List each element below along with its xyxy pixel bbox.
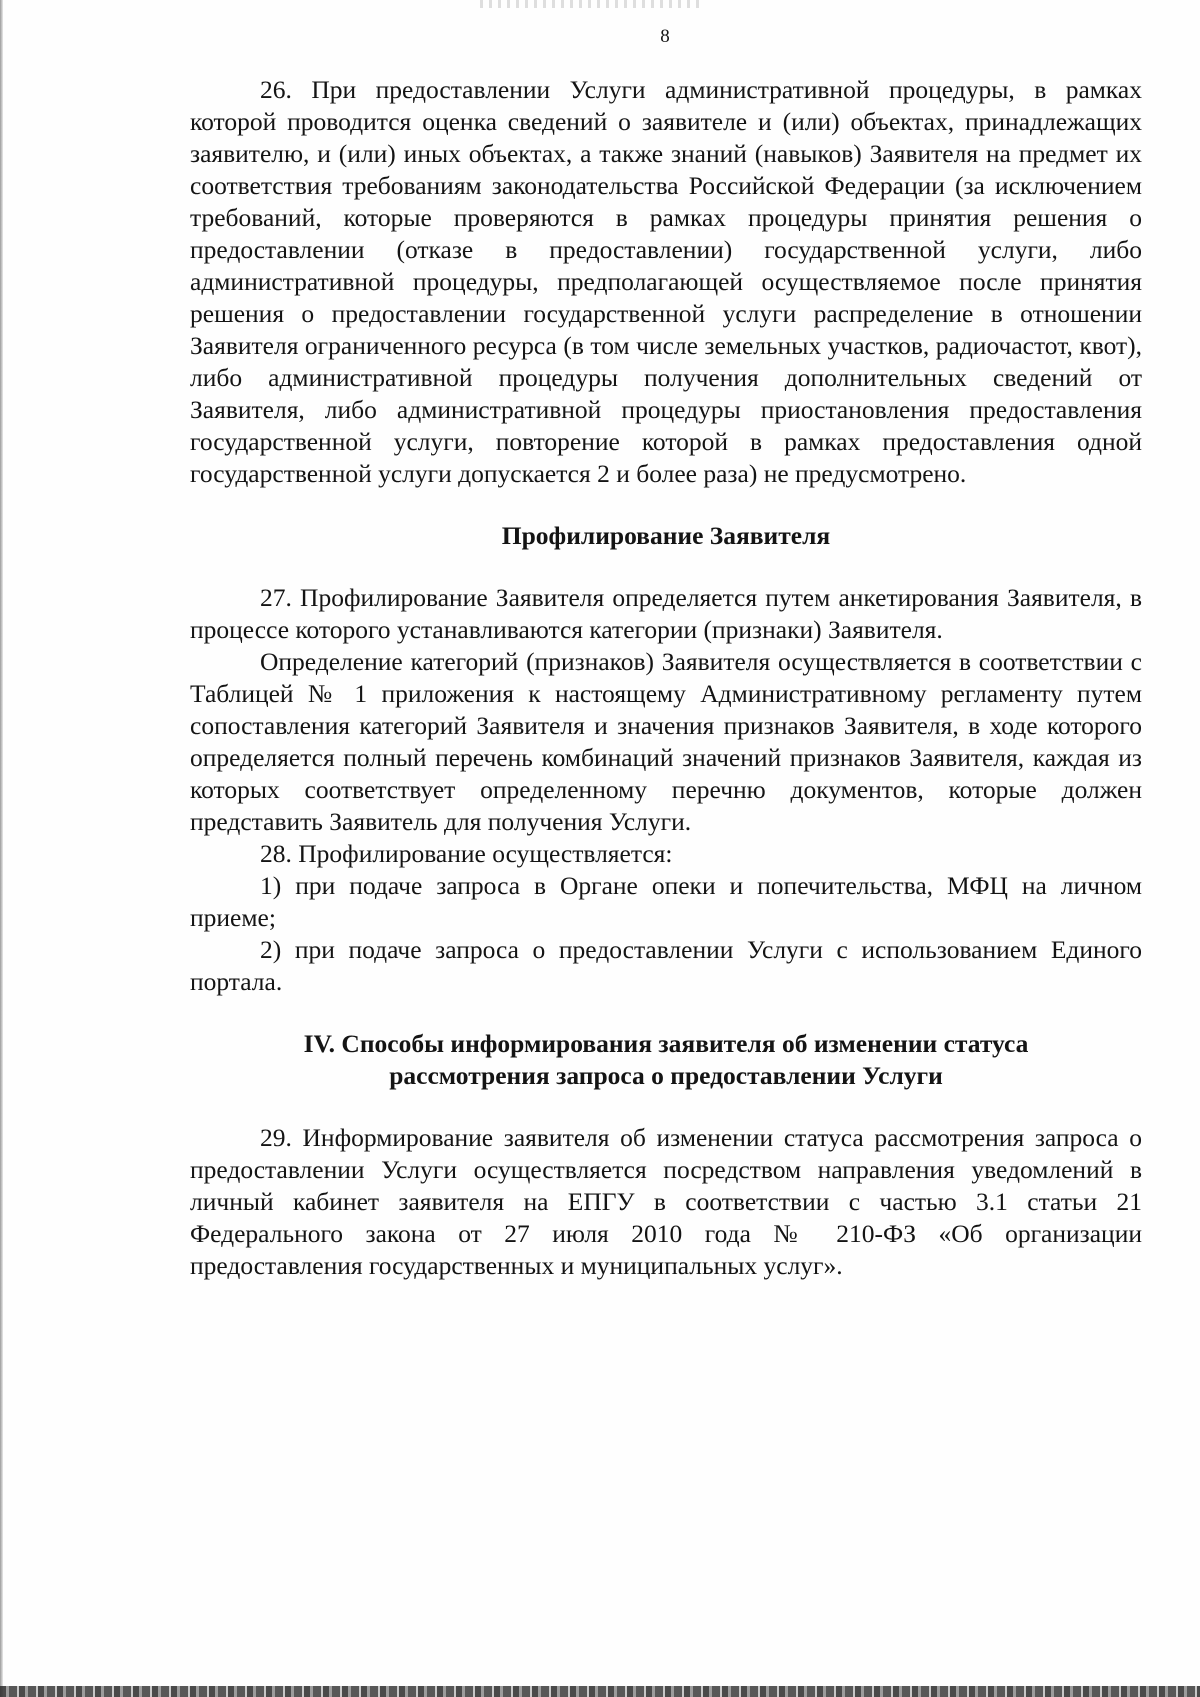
paragraph-27: 27. Профилирование Заявителя определяется путем анкетирования Заявителя, в процессе которого устанавливаются категории (признаки) Заявителя.	[190, 583, 1142, 644]
document-body	[190, 74, 1142, 1282]
heading-section-iv	[190, 1028, 1142, 1092]
heading-section-iv-line2: рассмотрения запроса о предоставлении Услуги	[389, 1061, 943, 1090]
scan-edge-left	[0, 0, 3, 1697]
paragraph-27-categories: Определение категорий (признаков) Заявителя осуществляется в соответствии с Таблицей № 1 приложения к настоящему Административному регламенту путем сопоставления категорий Заявителя и значения признаков Заявителя, в ходе которого определяется полный перечень комбинаций значений признаков Заявителя, каждая из которых соответствует определенному перечню документов, которые должен представить Заявитель для получения Услуги.	[190, 647, 1142, 836]
list-item-28-1: 1) при подаче запроса в Органе опеки и попечительства, МФЦ на личном приеме;	[190, 871, 1142, 932]
scan-artifact-top	[480, 0, 700, 8]
paragraph-26: 26. При предоставлении Услуги административной процедуры, в рамках которой проводится оценка сведений о заявителе и (или) объектах, принадлежащих заявителю, и (или) иных объектах, а также знаний (навыков) Заявителя на предмет их соответствия требованиям законодательства Российской Федерации (за исключением требований, которые проверяются в рамках процедуры принятия решения о предоставлении (отказе в предоставлении) государственной услуги, либо административной процедуры, предполагающей осуществляемое после принятия решения о предоставлении государственной услуги распределение в отношении Заявителя ограниченного ресурса (в том числе земельных участков, радиочастот, квот), либо административной процедуры получения дополнительных сведений от Заявителя, либо административной процедуры приостановления предоставления государственной услуги, повторение которой в рамках предоставления одной государственной услуги допускается 2 и более раза) не предусмотрено.	[190, 75, 1142, 488]
scan-edge-bottom	[0, 1686, 1200, 1697]
heading-section-iv-line1: IV. Способы информирования заявителя об изменении статуса	[303, 1029, 1029, 1058]
paragraph-29: 29. Информирование заявителя об изменении статуса рассмотрения запроса о предоставлении Услуги осуществляется посредством направления уведомлений в личный кабинет заявителя на ЕПГУ в соответствии с частью 3.1 статьи 21 Федерального закона от 27 июля 2010 года № 210-ФЗ «Об организации предоставления государственных и муниципальных услуг».	[190, 1123, 1142, 1280]
page-number: 8	[660, 26, 670, 47]
paragraph-28: 28. Профилирование осуществляется:	[260, 839, 673, 868]
list-item-28-2: 2) при подаче запроса о предоставлении Услуги с использованием Единого портала.	[190, 935, 1142, 996]
heading-profiling: Профилирование Заявителя	[501, 521, 831, 550]
